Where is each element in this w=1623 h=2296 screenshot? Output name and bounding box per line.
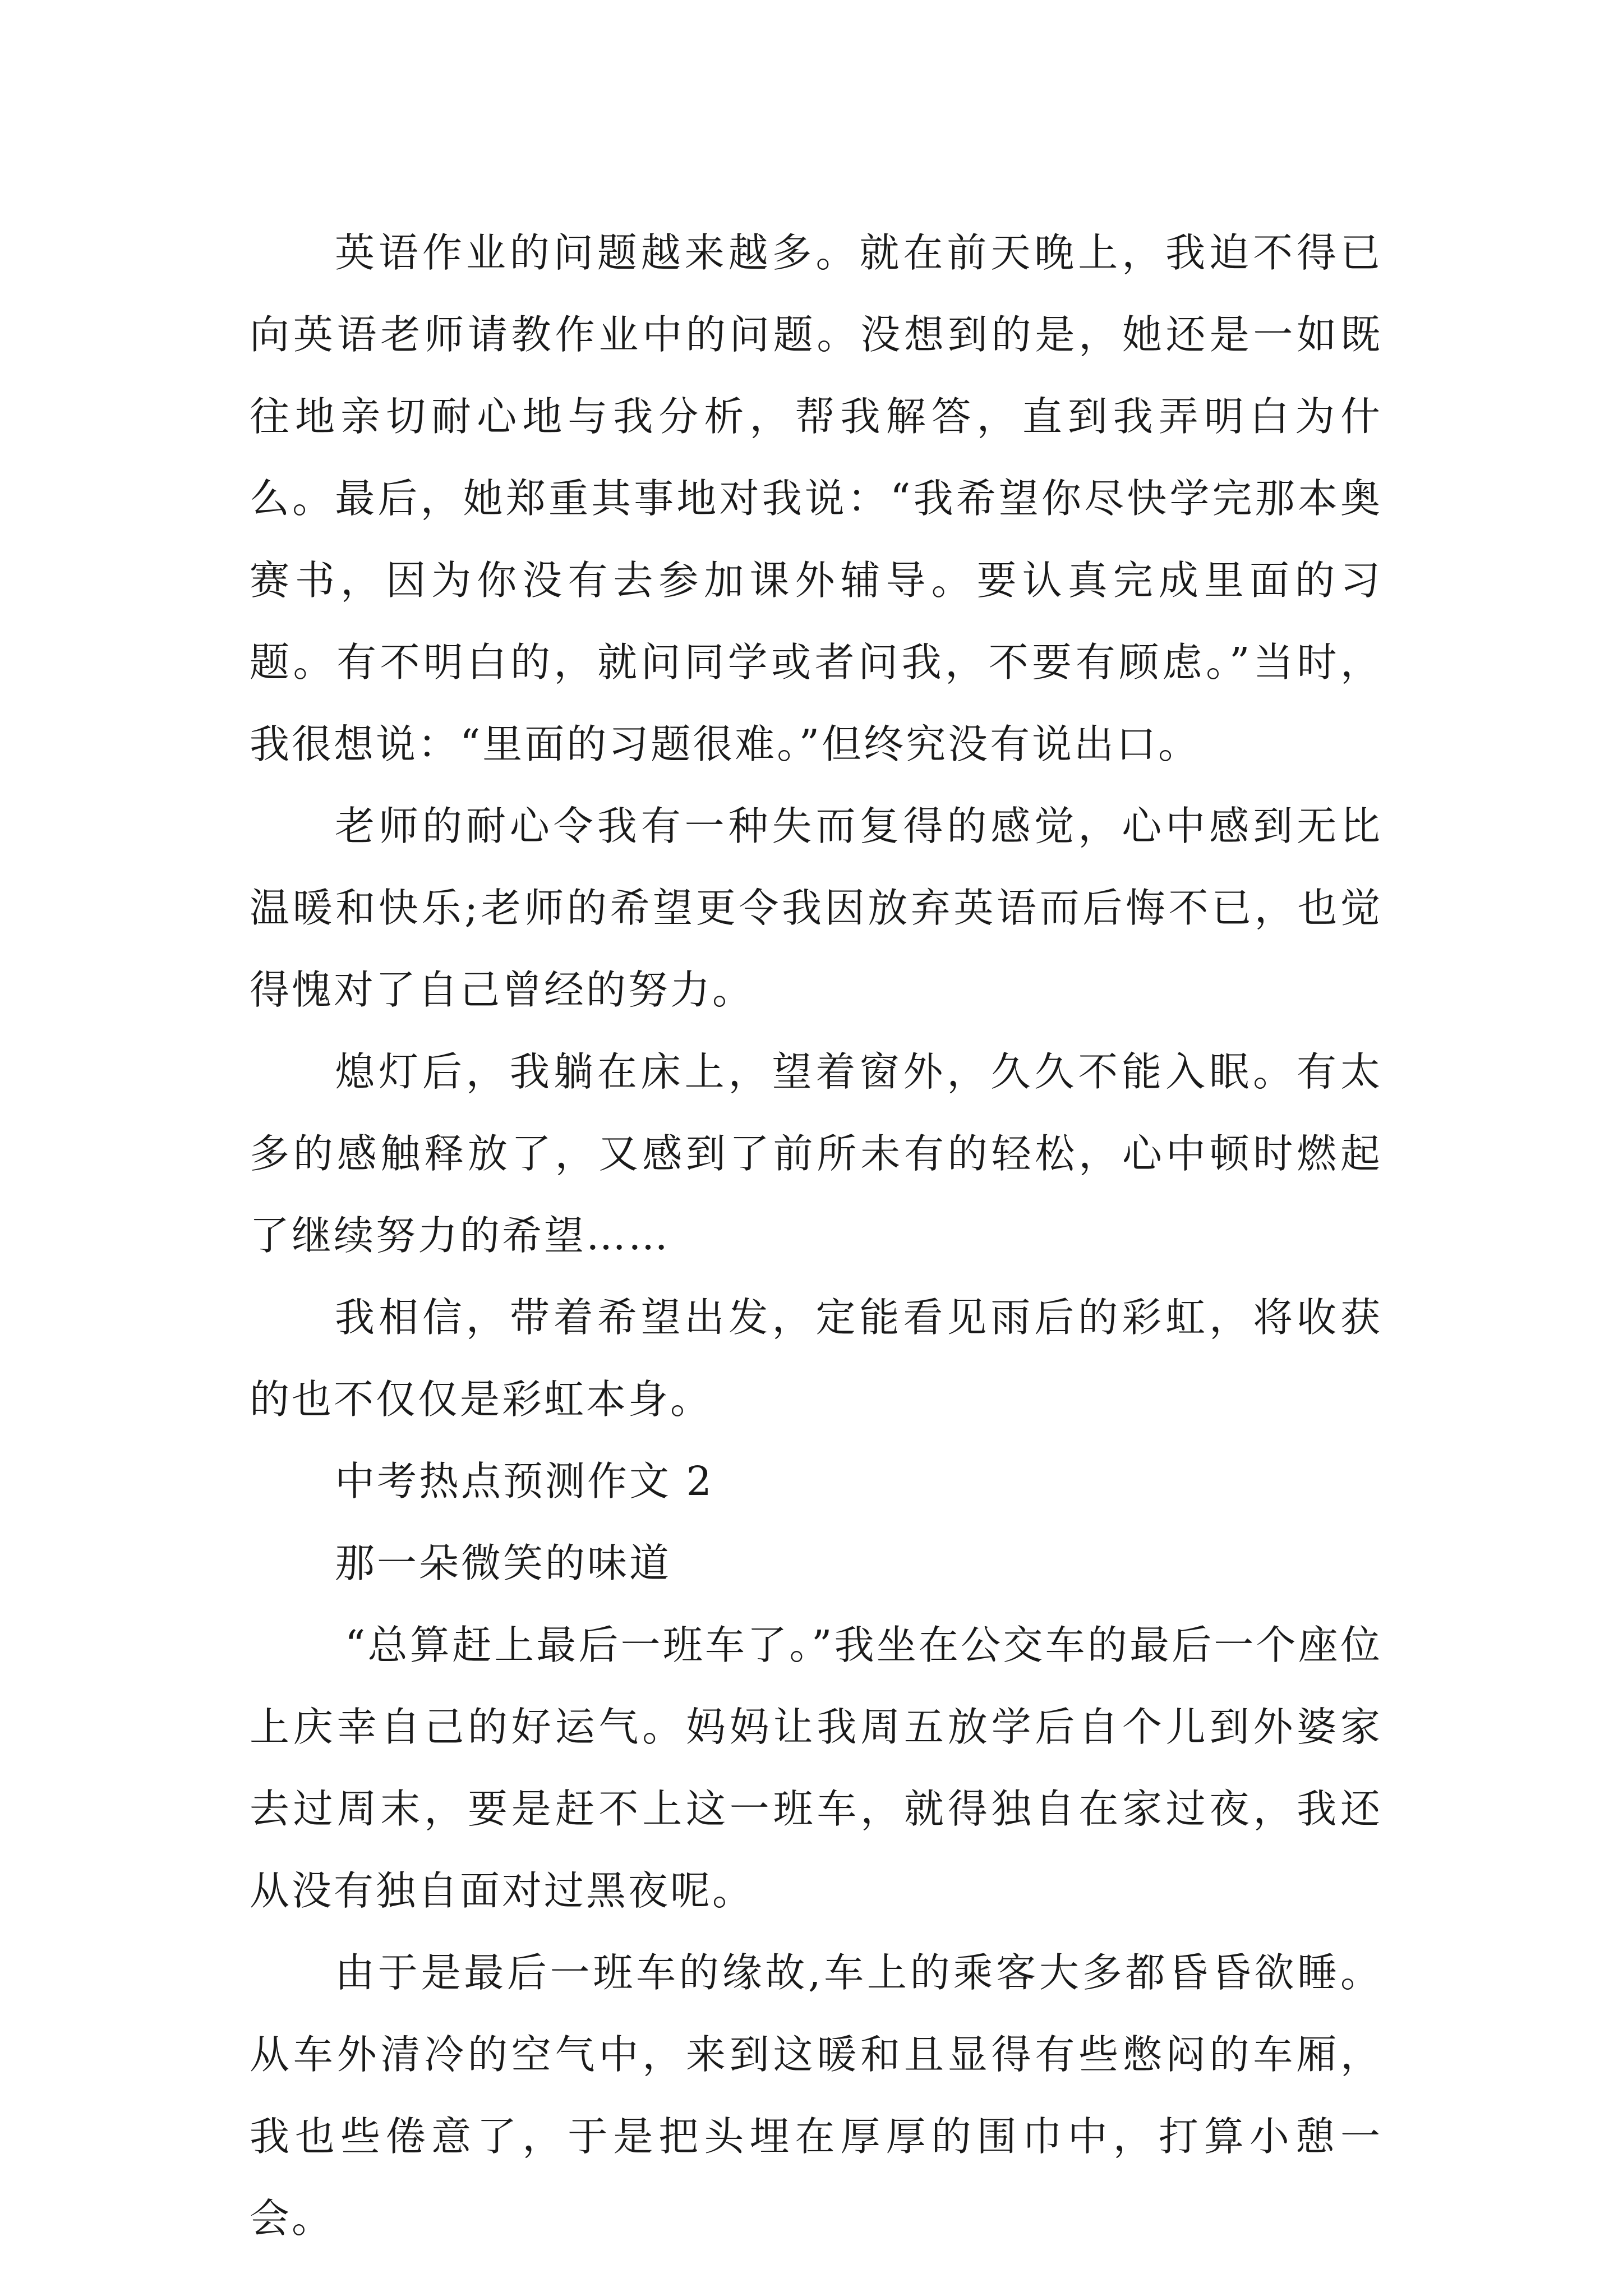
paragraph-sleepy-passengers: 由于是最后一班车的缘故,车上的乘客大多都昏昏欲睡。从车外清冷的空气中，来到这暖和且显得有些憋闷的车厢，我也些倦意了，于是把头埋在厚厚的围巾中，打算小憩一会。 bbox=[250, 1949, 1382, 2242]
paragraph-rainbow: 我相信，带着希望出发，定能看见雨后的彩虹，将收获的也不仅仅是彩虹本身。 bbox=[250, 1294, 1382, 1423]
paragraph-last-bus: “总算赶上最后一班车了。”我坐在公交车的最后一个座位上庆幸自己的好运气。妈妈让我周五放学后自个儿到外婆家去过周末，要是赶不上这一班车，就得独自在家过夜，我还从没有独自面对过黑夜呢。 bbox=[250, 1622, 1382, 1914]
paragraph-teacher-patience: 老师的耐心令我有一种失而复得的感觉，心中感到无比温暖和快乐;老师的希望更令我因放弃英语而后悔不已，也觉得愧对了自己曾经的努力。 bbox=[250, 803, 1382, 1013]
section-title: 中考热点预测作文 2 bbox=[335, 1458, 714, 1504]
document-body bbox=[250, 212, 1382, 2260]
paragraph-english-homework: 英语作业的问题越来越多。就在前天晚上，我迫不得已向英语老师请教作业中的问题。没想到的是，她还是一如既往地亲切耐心地与我分析，帮我解答，直到我弄明白为什么。最后，她郑重其事地对我说：“我希望你尽快学完那本奥赛书，因为你没有去参加课外辅导。要认真完成里面的习题。有不明白的，就问同学或者问我，不要有顾虑。”当时，我很想说：“里面的习题很难。”但终究没有说出口。 bbox=[250, 229, 1382, 767]
paragraph-lights-out: 熄灯后，我躺在床上，望着窗外，久久不能入眠。有太多的感触释放了，又感到了前所未有的轻松，心中顿时燃起了继续努力的希望…… bbox=[250, 1048, 1382, 1259]
essay-title: 那一朵微笑的味道 bbox=[335, 1540, 672, 1586]
